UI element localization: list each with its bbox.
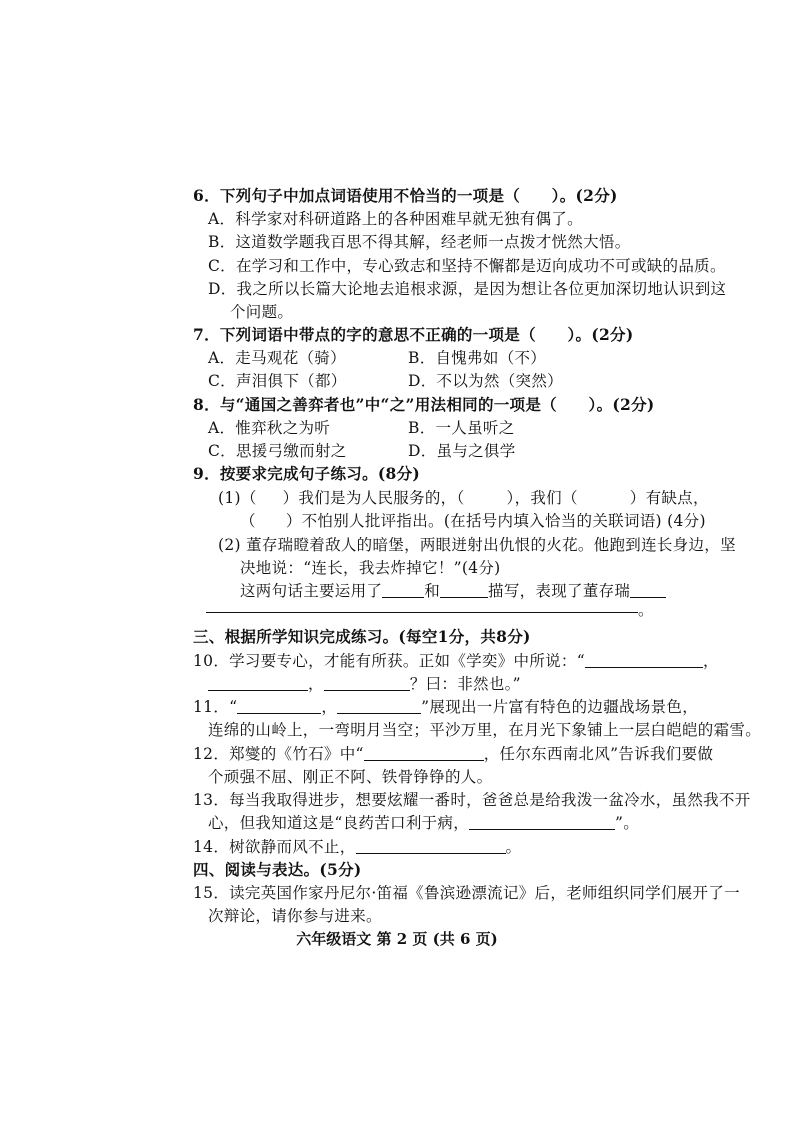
q9-part2-text-b: 和 [424, 582, 441, 600]
q6-option-c: C．在学习和工作中，专心致志和坚持不懈都是迈向成功不可或缺的品质。 [208, 257, 726, 275]
q9-part2-line3 [240, 581, 666, 601]
section3-heading: 三、根据所学知识完成练习。(每空1分，共8分) [193, 627, 531, 646]
q12-text-b: ，任尔东西南北风”告诉我们要做 [483, 745, 714, 763]
q13-text-b: ”。 [615, 814, 640, 832]
q9-part1-seg-a: (1)（ [218, 489, 257, 507]
q7-option-d: D．不以为然（突然） [408, 372, 563, 390]
q7-option-c: C．声泪俱下（都） [208, 372, 347, 390]
blank[interactable] [356, 838, 506, 854]
q12-line2: 个顽强不屈、刚正不阿、铁骨铮铮的人。 [208, 768, 493, 786]
q11-text-a: 11．“ [193, 698, 238, 716]
blank[interactable] [440, 582, 488, 598]
page-footer: 六年级语文 第 2 页 (共 6 页) [296, 930, 498, 948]
q9-part2-text-a: 这两句话主要运用了 [240, 582, 383, 600]
q9-part1-seg-d: ）有缺点， [629, 489, 709, 507]
q11-line1 [193, 697, 698, 717]
q9-part1-line2 [240, 511, 706, 531]
q10-text-c: ， [308, 675, 324, 693]
q12-line1 [193, 744, 713, 764]
q6-option-a: A．科学家对科研道路上的各种困难早就无独有偶了。 [208, 210, 583, 228]
answer-line[interactable] [206, 612, 638, 613]
q9-stem: 9．按要求完成句子练习。(8分) [193, 464, 421, 483]
q6-stem: 6．下列句子中加点词语使用不恰当的一项是（ ）。(2分) [193, 186, 618, 205]
q8-option-b: B．一人虽听之 [408, 419, 515, 437]
q7-option-a: A．走马观花（骑） [208, 349, 346, 367]
q12-text-a: 12．郑燮的《竹石》中“ [193, 745, 364, 763]
blank[interactable] [337, 698, 421, 714]
blank[interactable] [237, 698, 321, 714]
q10-text-b: ， [702, 652, 719, 670]
q10-text-d: ？曰：非然也。” [409, 675, 521, 693]
q9-part1-seg-c: ），我们（ [506, 489, 578, 507]
q9-part2-line2: 决地说：“连长，我去炸掉它！”(4分) [240, 559, 501, 577]
q14-line [193, 837, 521, 857]
q11-text-b: ， [321, 698, 338, 716]
blank[interactable] [630, 582, 666, 598]
blank[interactable] [585, 652, 703, 668]
q10-line1 [193, 651, 719, 671]
q11-line2: 连绵的山岭上，一弯明月当空；平沙万里，在月光下象铺上一层白皑皑的霜雪。 [208, 721, 762, 739]
blank[interactable] [208, 675, 308, 691]
q9-part1-seg-f: ）不怕别人批评指出。(在括号内填入恰当的关联词语) (4分) [285, 512, 706, 530]
q13-line1: 13．每当我取得进步，想要炫耀一番时，爸爸总是给我泼一盆冷水，虽然我不开 [193, 791, 751, 809]
q14-text-a: 14．树欲静而风不止， [193, 838, 356, 856]
q9-part1-seg-b: ）我们是为人民服务的，（ [282, 489, 465, 507]
q13-text-a: 心，但我知道这是“良药苦口利于病， [208, 814, 470, 832]
q9-part2-line1: (2) 董存瑞瞪着敌人的暗堡，两眼迸射出仇恨的火花。他跑到连长身边，坚 [218, 536, 736, 554]
q15-line2: 次辩论，请你参与进来。 [208, 907, 382, 925]
q6-option-d-cont: 个问题。 [230, 303, 294, 321]
q10-text-a: 10．学习要专心，才能有所获。正如《学奕》中所说：“ [193, 652, 585, 670]
q10-line2 [208, 674, 521, 694]
q11-text-c: ”展现出一片富有特色的边疆战场景色， [421, 698, 698, 716]
q8-option-d: D．虽与之俱学 [408, 442, 516, 460]
q6-option-d: D．我之所以长篇大论地去追根求源，是因为想让各位更加深切地认识到这 [208, 280, 727, 298]
blank[interactable] [364, 745, 484, 761]
section4-heading: 四、阅读与表达。(5分) [193, 860, 362, 879]
q9-part2-end: 。 [638, 601, 654, 619]
q9-part1-line1 [218, 488, 709, 508]
q9-part1-seg-e: （ [240, 512, 256, 530]
q6-option-b: B．这道数学题我百思不得其解，经老师一点拨才恍然大悟。 [208, 233, 631, 251]
blank[interactable] [324, 675, 410, 691]
blank[interactable] [469, 814, 615, 830]
blank[interactable] [382, 582, 424, 598]
q9-part2-text-c: 描写，表现了董存瑞 [488, 582, 631, 600]
q8-option-c: C．思援弓缴而射之 [208, 442, 347, 460]
q8-stem: 8．与“通国之善弈者也”中“之”用法相同的一项是（ ）。(2分) [193, 395, 655, 414]
q8-option-a: A．惟弈秋之为听 [208, 419, 331, 437]
q13-line2 [208, 813, 639, 833]
q7-stem: 7．下列词语中带点的字的意思不正确的一项是（ ）。(2分) [193, 325, 634, 344]
q15-line1: 15．读完英国作家丹尼尔·笛福《鲁滨逊漂流记》后，老师组织同学们展开了一 [193, 884, 740, 902]
q14-text-b: 。 [505, 838, 522, 856]
q7-option-b: B．自愧弗如（不） [408, 349, 547, 367]
